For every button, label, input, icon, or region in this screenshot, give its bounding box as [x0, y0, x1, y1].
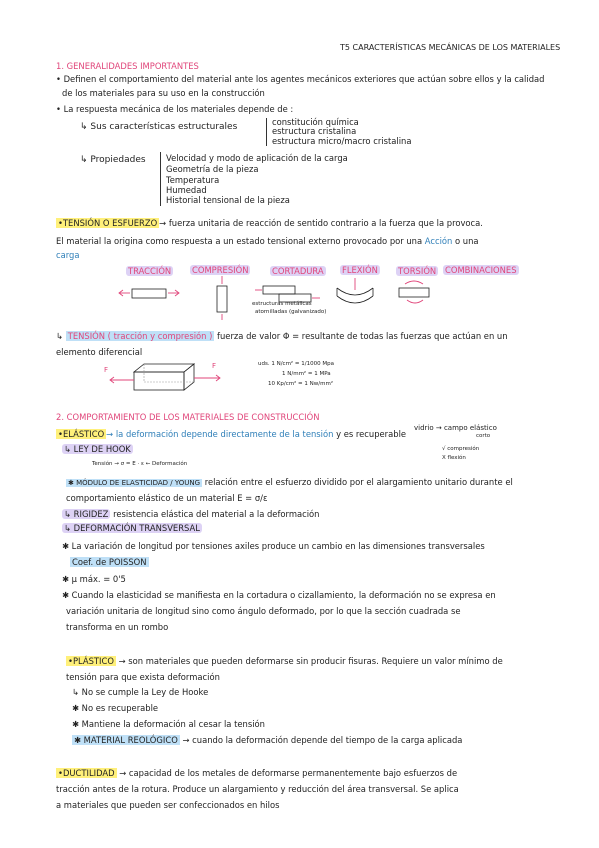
struct-label: ↳ Sus características estructurales — [80, 122, 238, 132]
type-compresion-label: COMPRESIÓN — [192, 265, 249, 275]
hook-equation: Tensión → σ = E · ε ← Deformación — [92, 461, 188, 467]
type-cortadura-label: CORTADURA — [272, 266, 324, 276]
vidrio-compresion: √ compresión — [442, 446, 480, 452]
type-combinaciones — [443, 265, 519, 275]
tension-text-2: El material la origina como respuesta a un estado tensional externo provocado por una — [56, 236, 423, 246]
reologico-term: ✱ MATERIAL REOLÓGICO — [74, 735, 178, 745]
vidrio-corto: corto — [476, 433, 491, 439]
deform-text-1: ✱ La variación de longitud por tensiones axiles produce un cambio en las dimensiones transversales — [62, 541, 485, 551]
modulo-def: relación entre el esfuerzo dividido por el alargamiento unitario durante el — [202, 477, 513, 487]
reologico-def: → cuando la deformación depende del tiempo de la carga aplicada — [179, 735, 463, 745]
deform-title-text: ↳ DEFORMACIÓN TRANSVERSAL — [64, 523, 200, 533]
plastico-item: ↳ No se cumple la Ley de Hooke — [72, 687, 209, 697]
prop-item: Humedad — [166, 185, 207, 195]
elastico-def: → la deformación depende directamente de la tensión — [106, 429, 334, 439]
elastico-line — [56, 429, 406, 439]
plastico-term: •PLÁSTICO — [68, 656, 114, 666]
compresion-diagram — [217, 276, 227, 320]
deform-text-2a: ✱ Cuando la elasticidad se manifiesta en la cortadura o cizallamiento, la deformación no se expresa en — [62, 590, 496, 600]
units-line: uds. 1 N/cm² = 1/1000 Mpa — [258, 361, 334, 367]
struct-item: estructura micro/macro cristalina — [272, 136, 412, 146]
tension-text-1: → fuerza unitaria de reacción de sentido contrario a la fuerza que la provoca. — [159, 218, 483, 228]
reologico-line — [72, 735, 462, 745]
prop-item: Geometría de la pieza — [166, 164, 259, 174]
deform-text-2b: variación unitaria de longitud sino como ángulo deformado, por lo que la sección cuadrada se — [66, 606, 461, 616]
hook-label — [62, 444, 133, 454]
ductilidad-line — [56, 768, 457, 778]
vidrio-flexion: X flexión — [442, 455, 466, 461]
plastico-def-2: tensión para que exista deformación — [66, 672, 220, 682]
prop-item: Velocidad y modo de aplicación de la carga — [166, 153, 348, 163]
mu-max: ✱ μ máx. = 0'5 — [62, 574, 126, 584]
arrow-bullet: ↳ — [56, 331, 64, 341]
force-label-right: F — [212, 362, 217, 370]
prop-label: ↳ Propiedades — [80, 155, 146, 165]
carga-word: carga — [56, 250, 80, 260]
hook-label-text: ↳ LEY DE HOOK — [64, 444, 131, 454]
tension-line-2 — [56, 236, 479, 246]
differential-element-diagram — [106, 360, 226, 396]
s1-paragraph-1a: • Definen el comportamiento del material ante los agentes mecánicos exteriores que actúan sobre ellos y la calidad — [56, 74, 545, 84]
struct-item: estructura cristalina — [272, 126, 357, 136]
ductilidad-def-3: a materiales que pueden ser confeccionados en hilos — [56, 800, 280, 810]
traccion-diagram — [119, 289, 179, 298]
struct-bracket — [266, 118, 267, 146]
rigidez-line — [62, 509, 320, 519]
poisson-label-text: Coef. de POISSON — [72, 557, 147, 567]
type-cortadura — [270, 266, 326, 276]
plastico-def: → son materiales que pueden deformarse sin producir fisuras. Requiere un valor mínimo de — [115, 656, 503, 666]
type-traccion — [126, 266, 173, 276]
cortadura-note-1: estructuras metálicas — [252, 301, 312, 307]
deform-text-2c: transforma en un rombo — [66, 622, 169, 632]
tension-tc-line — [56, 331, 508, 341]
page-title: T5 CARACTERÍSTICAS MECÁNICAS DE LOS MATERIALES — [340, 43, 561, 52]
section-2-title: 2. COMPORTAMIENTO DE LOS MATERIALES DE CONSTRUCCIÓN — [56, 412, 320, 422]
elastico-def-2: y es recuperable — [333, 429, 407, 439]
tension-line-1 — [56, 218, 483, 228]
cortadura-diagram — [255, 286, 320, 302]
rigidez-term: ↳ RIGIDEZ — [64, 509, 109, 519]
modulo-def-2: comportamiento elástico de un material E = σ/ε — [66, 493, 268, 503]
accion-word: Acción — [424, 236, 453, 246]
poisson-label — [70, 557, 149, 567]
type-torsion-label: TORSIÓN — [398, 266, 437, 276]
modulo-term: ✱ MÓDULO DE ELASTICIDAD / YOUNG — [68, 479, 201, 487]
ductilidad-term: •DUCTILIDAD — [58, 768, 115, 778]
type-torsion — [396, 266, 438, 276]
prop-item: Temperatura — [166, 175, 220, 185]
type-traccion-label: TRACCIÓN — [128, 266, 172, 276]
torsion-diagram — [399, 281, 429, 303]
flexion-diagram — [337, 278, 373, 303]
type-combinaciones-label: COMBINACIONES — [445, 265, 517, 275]
prop-bracket — [160, 152, 161, 206]
rigidez-def: resistencia elástica del material a la deformación — [110, 509, 320, 519]
prop-item: Historial tensional de la pieza — [166, 195, 290, 205]
ductilidad-def: → capacidad de los metales de deformarse permanentemente bajo esfuerzos de — [116, 768, 458, 778]
struct-item: constitución química — [272, 117, 359, 127]
section-1-title: 1. GENERALIDADES IMPORTANTES — [56, 61, 199, 71]
plastico-item: ✱ No es recuperable — [72, 703, 159, 713]
type-compresion — [190, 265, 250, 275]
modulo-line — [66, 477, 513, 487]
tension-text-2b: o una — [452, 236, 479, 246]
vidrio-note: vidrio → campo elástico — [414, 424, 497, 432]
tension-tc-term: TENSIÓN ( tracción y compresión ) — [67, 331, 213, 341]
s1-paragraph-1b: de los materiales para su uso en la construcción — [62, 88, 265, 98]
s1-paragraph-2: • La respuesta mecánica de los materiales depende de : — [56, 104, 294, 114]
type-flexion — [340, 265, 380, 275]
units-line: 1 N/mm² = 1 MPa — [282, 371, 331, 377]
units-line: 10 Kp/cm² = 1 Nw/mm² — [268, 381, 334, 387]
cortadura-note-2: atornilladas (galvanizado) — [255, 309, 327, 315]
tension-tc-text-2: elemento diferencial — [56, 347, 143, 357]
plastico-item: ✱ Mantiene la deformación al cesar la tensión — [72, 719, 265, 729]
plastico-line — [66, 656, 503, 666]
elastico-term: •ELÁSTICO — [58, 429, 105, 439]
tension-term: •TENSIÓN O ESFUERZO — [58, 218, 158, 228]
deform-title — [62, 523, 202, 533]
force-label-left: F — [104, 366, 109, 374]
ductilidad-def-2: tracción antes de la rotura. Produce un alargamiento y reducción del área transversal. Se aplica — [56, 784, 459, 794]
type-flexion-label: FLEXIÓN — [342, 265, 378, 275]
tension-tc-text: fuerza de valor Φ = resultante de todas las fuerzas que actúan en un — [214, 331, 508, 341]
